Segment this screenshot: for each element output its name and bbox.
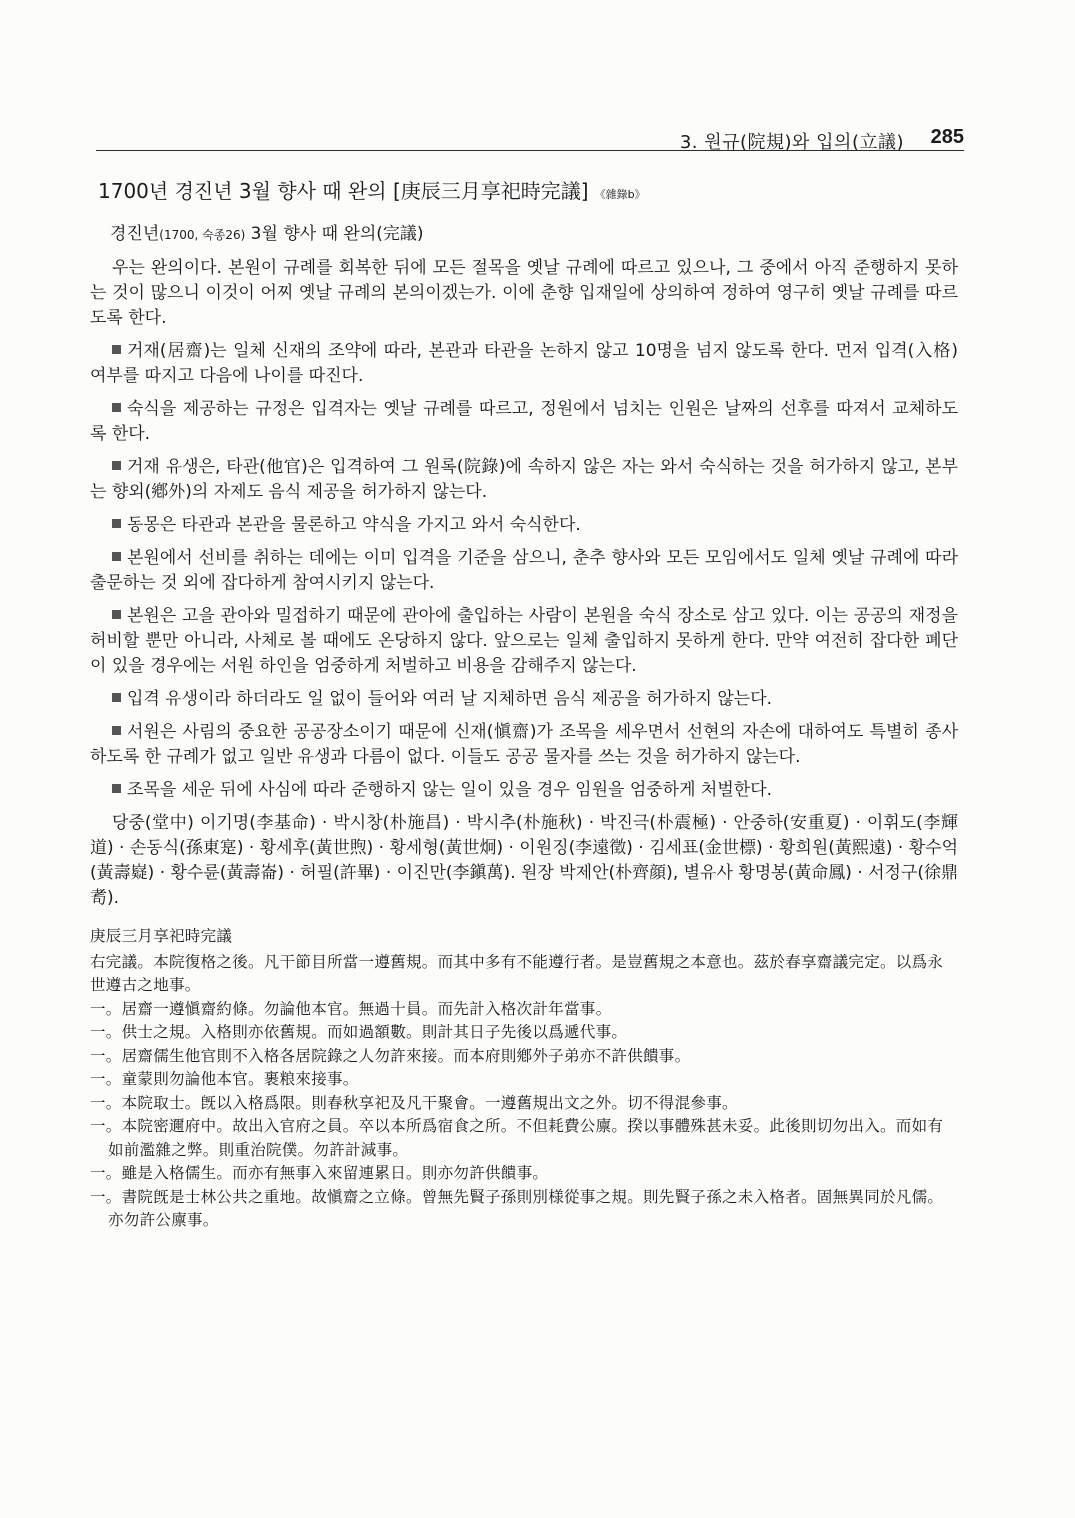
rule-text: 본원에서 선비를 취하는 데에는 이미 입격을 기준을 삼으니, 춘추 향사와 모든 모임에서도 일체 옛날 규례에 따라 출문하는 것 외에 잡다하게 참여시키지 않는다. [90,548,958,593]
classical-item: 一。童蒙則勿論他本官。裹粮來接事。 [90,1070,359,1088]
rule-item [90,604,958,679]
section-title: 3. 원규(院規)와 입의(立議) [679,132,904,153]
intro-paragraph: 우는 완의이다. 본원이 규례를 회복한 뒤에 모든 절목을 옛날 규례에 따르고 있으나, 그 중에서 아직 준행하지 못하는 것이 많으니 이것이 어찌 옛날 규례의 본의이겠는가. 이에 춘향 입재일에 상의하여 정하여 영구히 옛날 규례를 따르도록 한다. [90,258,958,328]
rule-text: 거재(居齋)는 일체 신재의 조약에 따라, 본관과 타관을 논하지 않고 10명을 넘지 않도록 한다. 먼저 입격(入格) 여부를 따지고 다음에 나이를 따진다. [90,341,958,386]
rule-item [90,720,958,770]
rule-text: 조목을 세운 뒤에 사심에 따라 준행하지 않는 일이 있을 경우 임원을 엄중하게 처벌한다. [127,780,773,800]
rule-text: 거재 유생은, 타관(他官)은 입격하여 그 원록(院錄)에 속하지 않은 자는 와서 숙식하는 것을 허가하지 않고, 본부는 향외(鄕外)의 자제도 음식 제공을 허가하지 않는다. [90,457,958,502]
subtitle-rest: 3월 향사 때 완의(完議) [245,224,424,244]
document-subtitle [110,222,958,248]
page-number: 285 [930,126,964,148]
classical-intro: 右完議。本院復格之後。凡干節目所當一遵舊規。而其中多有不能遵行者。是豈舊規之本意也。茲於春享齋議完定。以爲永世遵古之地事。 [90,952,944,994]
subtitle-main: 경진년 [110,224,160,244]
subtitle-date: (1700, 숙종26) [159,228,246,242]
classical-item: 一。供士之規。入格則亦依舊規。而如過額數。則計其日子先後以爲遞代事。 [90,1023,628,1041]
rule-item [90,339,958,389]
document-title [98,176,958,210]
rule-text: 숙식을 제공하는 규정은 입격자는 옛날 규례를 따르고, 정원에서 넘치는 인원은 날짜의 선후를 따져서 교체하도록 한다. [90,399,958,444]
rule-item [90,546,958,596]
classical-item: 一。書院旣是士林公共之重地。故愼齋之立條。曾無先賢子孫則別様從事之規。則先賢子孫之未入格者。固無異同於凡儒。亦勿許公廪事。 [90,1187,944,1229]
rule-item [90,455,958,505]
classical-text [90,925,958,1233]
source-note: 《雜錄b》 [594,188,646,201]
square-bullet-icon [112,610,121,619]
running-header [96,128,964,154]
rule-item [90,397,958,447]
square-bullet-icon [112,519,121,528]
rule-item [90,778,958,803]
classical-item: 一。居齋儒生他官則不入格各居院錄之人勿許來接。而本府則鄕外子弟亦不許供饋事。 [90,1046,691,1065]
classical-item: 一。本院取士。旣以入格爲限。則春秋享祀及凡干聚會。一遵舊規出文之外。切不得混參事。 [90,1093,738,1112]
square-bullet-icon [112,461,121,470]
page-content [90,172,958,1233]
square-bullet-icon [112,726,121,735]
square-bullet-icon [112,552,121,561]
square-bullet-icon [112,345,121,354]
classical-item: 一。雖是入格儒生。而亦有無事入來留連累日。則亦勿許供饋事。 [90,1164,549,1182]
rule-text: 동몽은 타관과 본관을 물론하고 약식을 가지고 와서 숙식한다. [127,515,581,535]
rule-text: 입격 유생이라 하더라도 일 없이 들어와 여러 날 지체하면 음식 제공을 허가하지 않는다. [127,689,773,709]
rule-item [90,687,958,712]
square-bullet-icon [112,403,121,412]
rule-text: 서원은 사림의 중요한 공공장소이기 때문에 신재(愼齋)가 조목을 세우면서 선현의 자손에 대하여도 특별히 종사하도록 한 규례가 없고 일반 유생과 다름이 없다. 이들도 공공 물자를 쓰는 것을 허가하지 않는다. [90,722,958,767]
document-title-text: 1700년 경진년 3월 향사 때 완의 [庚辰三月享祀時完議] [98,179,589,203]
rule-item [90,513,958,538]
square-bullet-icon [112,784,121,793]
members-list: 당중(堂中) 이기명(李基命) · 박시창(朴施昌) · 박시추(朴施秋) · 박진극(朴震極) · 안중하(安重夏) · 이휘도(李輝道) · 손동식(孫東寔) · 황세후(黃世煦) · 황세형(黃世炯) · 이원징(李遠徵) · 김세표(金世標) · 황희원(黃熙遠) · 황수억(黃壽嶷) · 황수륜(黃壽崙) · 허필(許畢) · 이진만(李鎭萬). 원장 박제안(朴齊顔), 별유사 황명봉(黃命鳳) · 서정구(徐鼎耉). [90,813,958,908]
header-rule [96,150,964,151]
classical-item: 一。居齋一遵愼齋約條。勿論他本官。無過十員。而先計入格次計年當事。 [90,999,612,1018]
square-bullet-icon [112,693,121,702]
classical-title: 庚辰三月享祀時完議 [90,927,233,945]
rule-text: 본원은 고을 관아와 밀접하기 때문에 관아에 출입하는 사람이 본원을 숙식 장소로 삼고 있다. 이는 공공의 재정을 허비할 뿐만 아니라, 사체로 볼 때에도 온당하지 않다. 앞으로는 일체 출입하지 못하게 한다. 만약 여전히 잡다한 폐단이 있을 경우에는 서원 하인을 엄중하게 처벌하고 비용을 감해주지 않는다. [90,606,958,676]
classical-item: 一。本院密邇府中。故出入官府之員。卒以本所爲宿食之所。不但耗費公廪。揆以事體殊甚未妥。此後則切勿出入。而如有如前濫雜之弊。則重治院僕。勿許計減事。 [90,1117,944,1159]
